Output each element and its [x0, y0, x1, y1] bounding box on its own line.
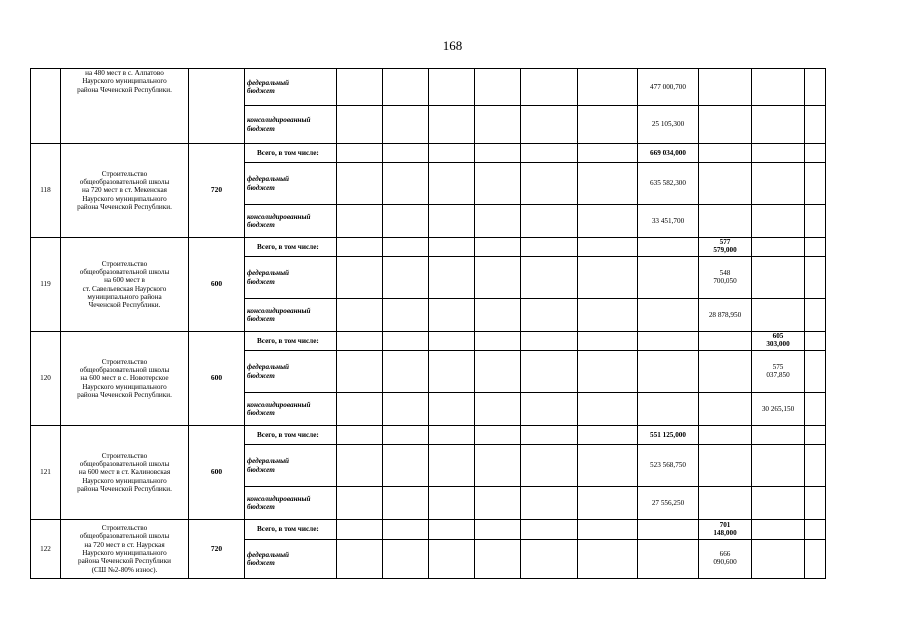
value-cell [521, 520, 578, 540]
text-line: района Чеченской Республики. [77, 390, 172, 399]
project-row-total [31, 332, 826, 351]
value-cell [752, 520, 805, 540]
value-cell [475, 257, 521, 299]
value-cell [429, 332, 475, 351]
value-cell [337, 238, 383, 257]
value-cell [578, 393, 638, 426]
value-cell [337, 144, 383, 163]
value-cell [337, 299, 383, 332]
value-cell [638, 299, 699, 332]
value-cell [429, 69, 475, 106]
total-amount [752, 332, 805, 351]
value-cell [475, 69, 521, 106]
text-line: консолидированный [247, 212, 311, 221]
text-line: 666 [719, 550, 731, 559]
value-cell [383, 426, 429, 445]
text-line: 30 265,150 [761, 404, 795, 413]
value-cell [752, 445, 805, 487]
value-cell [337, 106, 383, 144]
value-cell [521, 540, 578, 579]
text-line: Чеченской Республики. [88, 301, 161, 310]
text-line: Строительство [101, 357, 148, 366]
value-cell [337, 426, 383, 445]
value-cell [699, 332, 752, 351]
value-cell [578, 445, 638, 487]
value-cell [805, 69, 826, 106]
value-cell [475, 540, 521, 579]
federal-amount [638, 69, 699, 106]
text-line: 477 000,700 [650, 82, 686, 91]
value-cell [638, 520, 699, 540]
budget-table [30, 68, 826, 579]
value-cell [752, 540, 805, 579]
value-cell [475, 426, 521, 445]
value-cell [805, 299, 826, 332]
value-cell [638, 393, 699, 426]
value-cell [383, 299, 429, 332]
value-cell [337, 332, 383, 351]
value-cell [578, 351, 638, 393]
text-line: федеральный [247, 269, 290, 278]
text-line: бюджет [247, 409, 275, 417]
value-cell [383, 144, 429, 163]
text-line: 551 125,000 [650, 430, 686, 439]
text-line: бюджет [247, 503, 275, 511]
value-cell [429, 144, 475, 163]
text-line: (СШ №2-80% износ). [91, 565, 158, 574]
value-cell [578, 163, 638, 205]
text-line: 303,000 [766, 340, 790, 348]
value-cell [805, 106, 826, 144]
text-line: консолидированный [247, 116, 311, 125]
consolidated-amount [638, 106, 699, 144]
value-cell [521, 238, 578, 257]
value-cell [805, 257, 826, 299]
project-row-total [31, 144, 826, 163]
value-cell [805, 487, 826, 520]
project-row-total [31, 520, 826, 540]
project-row-total [31, 426, 826, 445]
text-line: 148,000 [713, 528, 737, 537]
value-cell [429, 299, 475, 332]
value-cell [752, 257, 805, 299]
value-cell [805, 205, 826, 238]
value-cell [805, 332, 826, 351]
project-capacity [189, 69, 245, 144]
value-cell [805, 520, 826, 540]
value-cell [699, 426, 752, 445]
value-cell [429, 205, 475, 238]
value-cell [429, 520, 475, 540]
project-name [61, 238, 189, 332]
value-cell [337, 445, 383, 487]
value-cell [429, 238, 475, 257]
budget-category-total: Всего, в том числе: [245, 426, 337, 445]
text-line: Наурского муниципального [82, 476, 167, 485]
text-line: федеральный [247, 78, 290, 87]
text-line: района Чеченской Республики. [77, 484, 172, 493]
value-cell [638, 540, 699, 579]
text-line: 605 [772, 332, 784, 341]
text-line: на 600 мест в [104, 276, 145, 285]
budget-category-total: Всего, в том числе: [245, 144, 337, 163]
value-cell [521, 69, 578, 106]
text-line: бюджет [247, 221, 275, 229]
project-number: 122 [31, 520, 61, 579]
value-cell [429, 257, 475, 299]
consolidated-amount [752, 393, 805, 426]
value-cell [475, 332, 521, 351]
value-cell [638, 351, 699, 393]
value-cell [429, 351, 475, 393]
value-cell [337, 205, 383, 238]
project-name [61, 144, 189, 238]
project-row-total [31, 238, 826, 257]
text-line: Наурского муниципального [82, 194, 167, 203]
total-amount [638, 426, 699, 445]
value-cell [521, 106, 578, 144]
text-line: ст. Савельевская Наурского [82, 284, 167, 293]
text-line: на 720 мест в ст. Наурская [84, 540, 165, 549]
project-name [61, 332, 189, 426]
federal-amount [638, 163, 699, 205]
project-name [61, 426, 189, 520]
value-cell [383, 393, 429, 426]
value-cell [805, 238, 826, 257]
value-cell [805, 163, 826, 205]
budget-category-total: Всего, в том числе: [245, 238, 337, 257]
text-line: 27 556,250 [651, 498, 685, 507]
text-line: бюджет [247, 277, 275, 286]
text-line: 548 [719, 268, 731, 277]
budget-category-total: Всего, в том числе: [245, 520, 337, 540]
text-line: 33 451,700 [651, 216, 685, 225]
value-cell [638, 332, 699, 351]
value-cell [578, 299, 638, 332]
text-line: консолидированный [247, 494, 311, 503]
text-line: общеобразовательной школы [79, 460, 170, 469]
value-cell [699, 205, 752, 238]
value-cell [752, 163, 805, 205]
value-cell [521, 351, 578, 393]
text-line: района Чеченской Республики. [77, 202, 172, 211]
text-line: 28 878,950 [708, 310, 742, 319]
value-cell [337, 351, 383, 393]
value-cell [699, 393, 752, 426]
value-cell [475, 144, 521, 163]
value-cell [699, 351, 752, 393]
value-cell [383, 257, 429, 299]
text-line: 669 034,000 [650, 148, 686, 157]
value-cell [752, 426, 805, 445]
project-name [61, 520, 189, 579]
value-cell [475, 299, 521, 332]
budget-category-federal [245, 351, 337, 393]
value-cell [521, 163, 578, 205]
text-line: 701 [719, 520, 731, 529]
text-line: 523 568,750 [650, 461, 686, 470]
text-line: федеральный [247, 175, 290, 184]
text-line: бюджет [247, 124, 275, 133]
value-cell [521, 332, 578, 351]
text-line: общеобразовательной школы [79, 532, 170, 541]
budget-category-federal [245, 163, 337, 205]
value-cell [337, 69, 383, 106]
value-cell [429, 163, 475, 205]
text-line: федеральный [247, 457, 290, 466]
value-cell [383, 106, 429, 144]
text-line: 579,000 [713, 246, 737, 254]
value-cell [521, 426, 578, 445]
text-line: района Чеченской Республики [77, 557, 171, 566]
text-line: Наурского муниципального [82, 77, 167, 86]
value-cell [638, 257, 699, 299]
text-line: на 480 мест в с. Алпатово [85, 69, 164, 77]
text-line: Строительство [101, 451, 148, 460]
text-line: консолидированный [247, 306, 311, 315]
value-cell [578, 332, 638, 351]
value-cell [805, 393, 826, 426]
value-cell [337, 257, 383, 299]
text-line: 700,050 [713, 276, 737, 285]
federal-amount [752, 351, 805, 393]
total-amount [638, 144, 699, 163]
value-cell [578, 106, 638, 144]
budget-category-consolidated [245, 393, 337, 426]
text-line: 635 582,300 [650, 179, 686, 188]
value-cell [521, 257, 578, 299]
value-cell [475, 351, 521, 393]
value-cell [638, 238, 699, 257]
text-line: бюджет [247, 87, 275, 95]
project-number: 118 [31, 144, 61, 238]
value-cell [521, 299, 578, 332]
text-line: общеобразовательной школы [79, 366, 170, 375]
value-cell [383, 238, 429, 257]
value-cell [805, 445, 826, 487]
value-cell [752, 144, 805, 163]
value-cell [699, 487, 752, 520]
value-cell [805, 540, 826, 579]
value-cell [337, 393, 383, 426]
value-cell [429, 445, 475, 487]
value-cell [578, 205, 638, 238]
text-line: 577 [719, 238, 731, 247]
value-cell [699, 445, 752, 487]
value-cell [383, 540, 429, 579]
project-number [31, 69, 61, 144]
text-line: Строительство [101, 524, 148, 533]
text-line: федеральный [247, 363, 290, 372]
value-cell [805, 144, 826, 163]
text-line: бюджет [247, 183, 275, 192]
value-cell [752, 205, 805, 238]
text-line: 090,600 [713, 558, 737, 566]
value-cell [578, 69, 638, 106]
consolidated-amount [699, 299, 752, 332]
value-cell [578, 520, 638, 540]
value-cell [521, 445, 578, 487]
value-cell [521, 205, 578, 238]
value-cell [337, 487, 383, 520]
text-line: муниципального района [87, 292, 162, 301]
text-line: на 720 мест в ст. Мекенская [82, 186, 167, 195]
budget-category-consolidated [245, 299, 337, 332]
budget-category-consolidated [245, 205, 337, 238]
value-cell [752, 69, 805, 106]
text-line: на 600 мест в ст. Калиновская [78, 468, 171, 477]
value-cell [475, 520, 521, 540]
value-cell [383, 163, 429, 205]
value-cell [429, 106, 475, 144]
federal-amount [638, 445, 699, 487]
value-cell [699, 106, 752, 144]
project-capacity: 720 [189, 520, 245, 579]
text-line: Наурского муниципального [82, 382, 167, 391]
consolidated-amount [638, 205, 699, 238]
text-line: консолидированный [247, 400, 311, 409]
text-line: на 600 мест в с. Новотерское [80, 374, 169, 383]
text-line: общеобразовательной школы [79, 178, 170, 187]
total-amount [699, 238, 752, 257]
project-capacity: 720 [189, 144, 245, 238]
value-cell [475, 393, 521, 426]
value-cell [521, 144, 578, 163]
value-cell [337, 163, 383, 205]
text-line: района Чеченской Республики. [77, 85, 172, 94]
budget-category-consolidated [245, 487, 337, 520]
value-cell [429, 393, 475, 426]
text-line: Наурского муниципального [82, 549, 167, 557]
text-line: бюджет [247, 465, 275, 474]
text-line: бюджет [247, 371, 275, 380]
value-cell [578, 144, 638, 163]
value-cell [475, 163, 521, 205]
value-cell [578, 426, 638, 445]
text-line: 575 [772, 362, 784, 371]
value-cell [429, 426, 475, 445]
budget-category-federal [245, 69, 337, 106]
value-cell [752, 299, 805, 332]
page-number: 168 [442, 38, 463, 53]
value-cell [521, 393, 578, 426]
value-cell [699, 69, 752, 106]
project-number: 119 [31, 238, 61, 332]
value-cell [578, 540, 638, 579]
value-cell [578, 257, 638, 299]
value-cell [805, 351, 826, 393]
value-cell [383, 520, 429, 540]
text-line: 037,850 [766, 370, 790, 379]
budget-category-federal [245, 257, 337, 299]
consolidated-amount [638, 487, 699, 520]
value-cell [475, 205, 521, 238]
project-capacity: 600 [189, 426, 245, 520]
budget-category-total: Всего, в том числе: [245, 332, 337, 351]
value-cell [699, 163, 752, 205]
value-cell [805, 426, 826, 445]
project-capacity: 600 [189, 332, 245, 426]
value-cell [383, 445, 429, 487]
value-cell [752, 487, 805, 520]
value-cell [578, 238, 638, 257]
text-line: общеобразовательной школы [79, 267, 170, 276]
value-cell [383, 351, 429, 393]
value-cell [475, 487, 521, 520]
budget-category-federal [245, 540, 337, 579]
project-number: 120 [31, 332, 61, 426]
text-line: 25 105,300 [651, 120, 685, 129]
value-cell [578, 487, 638, 520]
total-amount [699, 520, 752, 540]
value-cell [752, 106, 805, 144]
federal-amount [699, 257, 752, 299]
text-line: Строительство [101, 169, 148, 178]
text-line: бюджет [247, 315, 275, 323]
value-cell [429, 487, 475, 520]
value-cell [383, 487, 429, 520]
value-cell [429, 540, 475, 579]
value-cell [337, 540, 383, 579]
value-cell [383, 332, 429, 351]
value-cell [337, 520, 383, 540]
project-name [61, 69, 189, 144]
value-cell [383, 69, 429, 106]
text-line: Строительство [101, 259, 148, 268]
budget-category-consolidated [245, 106, 337, 144]
value-cell [752, 238, 805, 257]
budget-category-federal [245, 445, 337, 487]
project-number: 121 [31, 426, 61, 520]
text-line: федеральный [247, 550, 290, 559]
value-cell [699, 144, 752, 163]
value-cell [475, 238, 521, 257]
value-cell [475, 106, 521, 144]
value-cell [383, 205, 429, 238]
text-line: бюджет [247, 559, 275, 567]
federal-amount [699, 540, 752, 579]
project-capacity: 600 [189, 238, 245, 332]
project-row-federal [31, 69, 826, 106]
value-cell [475, 445, 521, 487]
value-cell [521, 487, 578, 520]
